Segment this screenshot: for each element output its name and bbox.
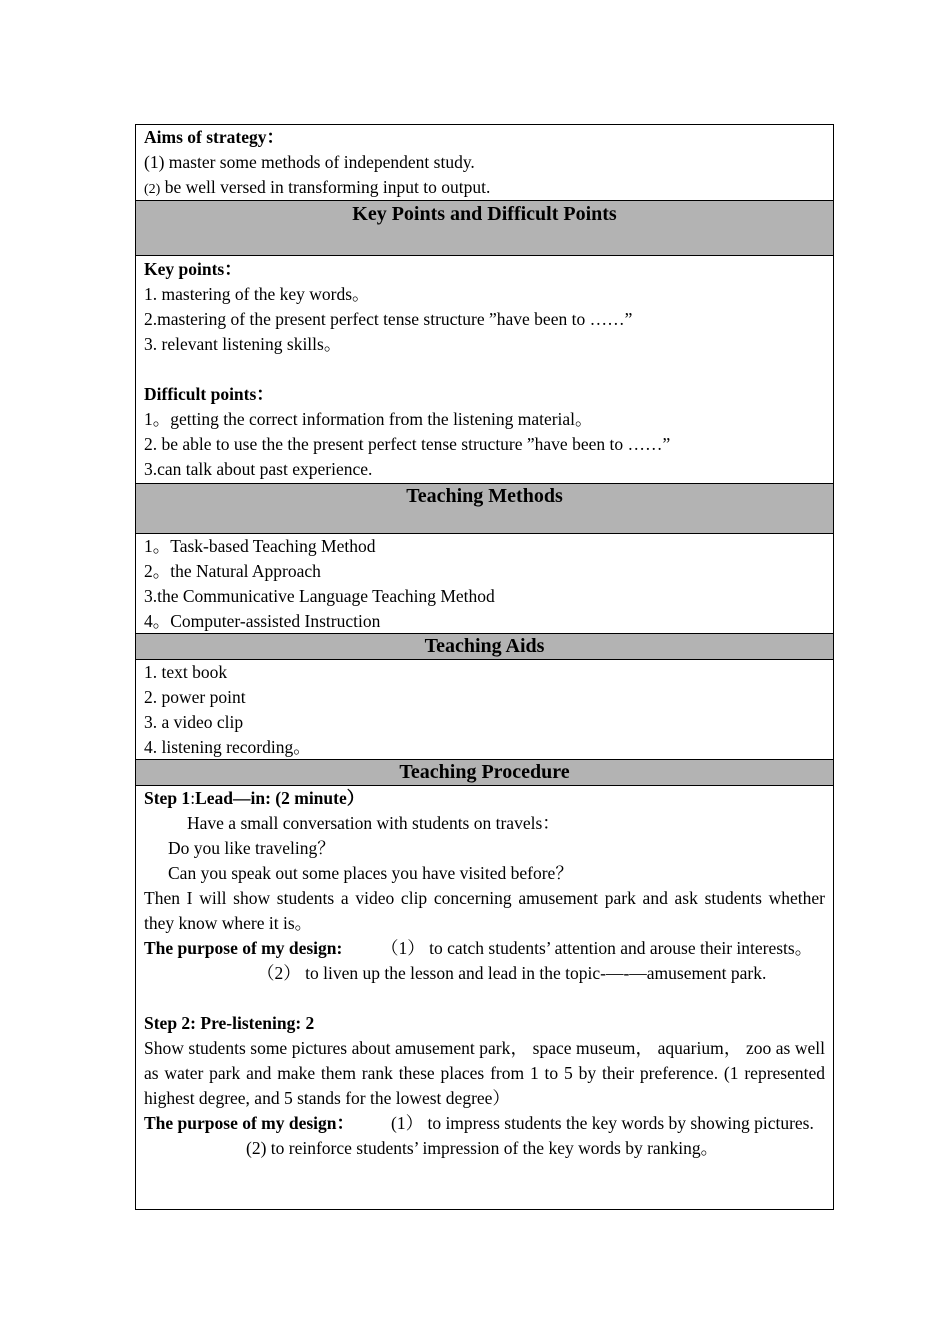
method-item: 1。Task-based Teaching Method — [144, 536, 376, 556]
aid-item: 4. listening recording。 — [144, 737, 311, 757]
key-point-item: 1. mastering of the key words。 — [144, 284, 370, 304]
step2-purpose — [144, 1111, 825, 1136]
step2-paragraph: Show students some pictures about amusement park， space museum， aquarium， zoo as well as water park and make them rank these places from 1 to 5 by their preference. (1 represented highest degree, and 5 stands for the lowest degree） — [144, 1038, 825, 1108]
teaching-procedure-section — [136, 785, 833, 1209]
aid-item: 2. power point — [144, 687, 246, 707]
teaching-procedure-header: Teaching Procedure — [136, 759, 833, 785]
difficult-point-item: 2. be able to use the the present perfect tense structure ”have been to ……” — [144, 434, 671, 454]
purpose-item: （1） to catch students’ attention and arouse their interests。 — [381, 938, 813, 958]
teaching-aids-section — [136, 659, 833, 759]
teaching-aids-header: Teaching Aids — [136, 633, 833, 659]
key-points-heading: Key points： — [144, 259, 242, 279]
purpose-item: (1） to impress students the key words by showing pictures. — [391, 1113, 814, 1133]
step2-title: Step 2: Pre-listening: 2 — [144, 1013, 315, 1033]
method-item: 3.the Communicative Language Teaching Method — [144, 586, 495, 606]
difficult-points-heading: Difficult points： — [144, 384, 274, 404]
key-point-item: 3. relevant listening skills。 — [144, 334, 342, 354]
aims-item: (2) be well versed in transforming input to output. — [144, 177, 491, 197]
lesson-plan-table — [135, 124, 834, 1210]
key-points-section — [136, 255, 833, 483]
purpose-label: The purpose of my design： — [144, 1113, 355, 1133]
spacer — [144, 357, 825, 382]
purpose-label: The purpose of my design: — [144, 938, 343, 958]
aims-section — [136, 125, 833, 200]
step1-paragraph: Then I will show students a video clip concerning amusement park and ask students whether they know where it is。 — [144, 888, 825, 933]
key-point-item: 2.mastering of the present perfect tense structure ”have been to ……” — [144, 309, 633, 329]
purpose-item: （2） to liven up the lesson and lead in the topic-—-—amusement park. — [257, 963, 767, 983]
teaching-methods-header: Teaching Methods — [136, 483, 833, 533]
aims-heading: Aims of strategy： — [144, 127, 284, 147]
teaching-methods-section — [136, 533, 833, 633]
difficult-point-item: 3.can talk about past experience. — [144, 459, 373, 479]
step1-line: Have a small conversation with students on travels： — [187, 813, 560, 833]
aid-item: 1. text book — [144, 662, 228, 682]
purpose-item: (2) to reinforce students’ impression of the key words by ranking。 — [246, 1138, 719, 1158]
method-item: 4。Computer-assisted Instruction — [144, 611, 381, 631]
aims-item: (1) master some methods of independent study. — [144, 152, 475, 172]
spacer — [144, 986, 825, 1011]
difficult-point-item: 1。getting the correct information from the listening material。 — [144, 409, 593, 429]
step1-line: Do you like traveling？ — [168, 838, 335, 858]
step1-title: Step 1:Lead—in: (2 minute） — [144, 788, 365, 808]
step1-line: Can you speak out some places you have visited before？ — [168, 863, 573, 883]
method-item: 2。the Natural Approach — [144, 561, 321, 581]
aid-item: 3. a video clip — [144, 712, 244, 732]
key-points-header: Key Points and Difficult Points — [136, 200, 833, 255]
step1-purpose — [144, 936, 825, 961]
